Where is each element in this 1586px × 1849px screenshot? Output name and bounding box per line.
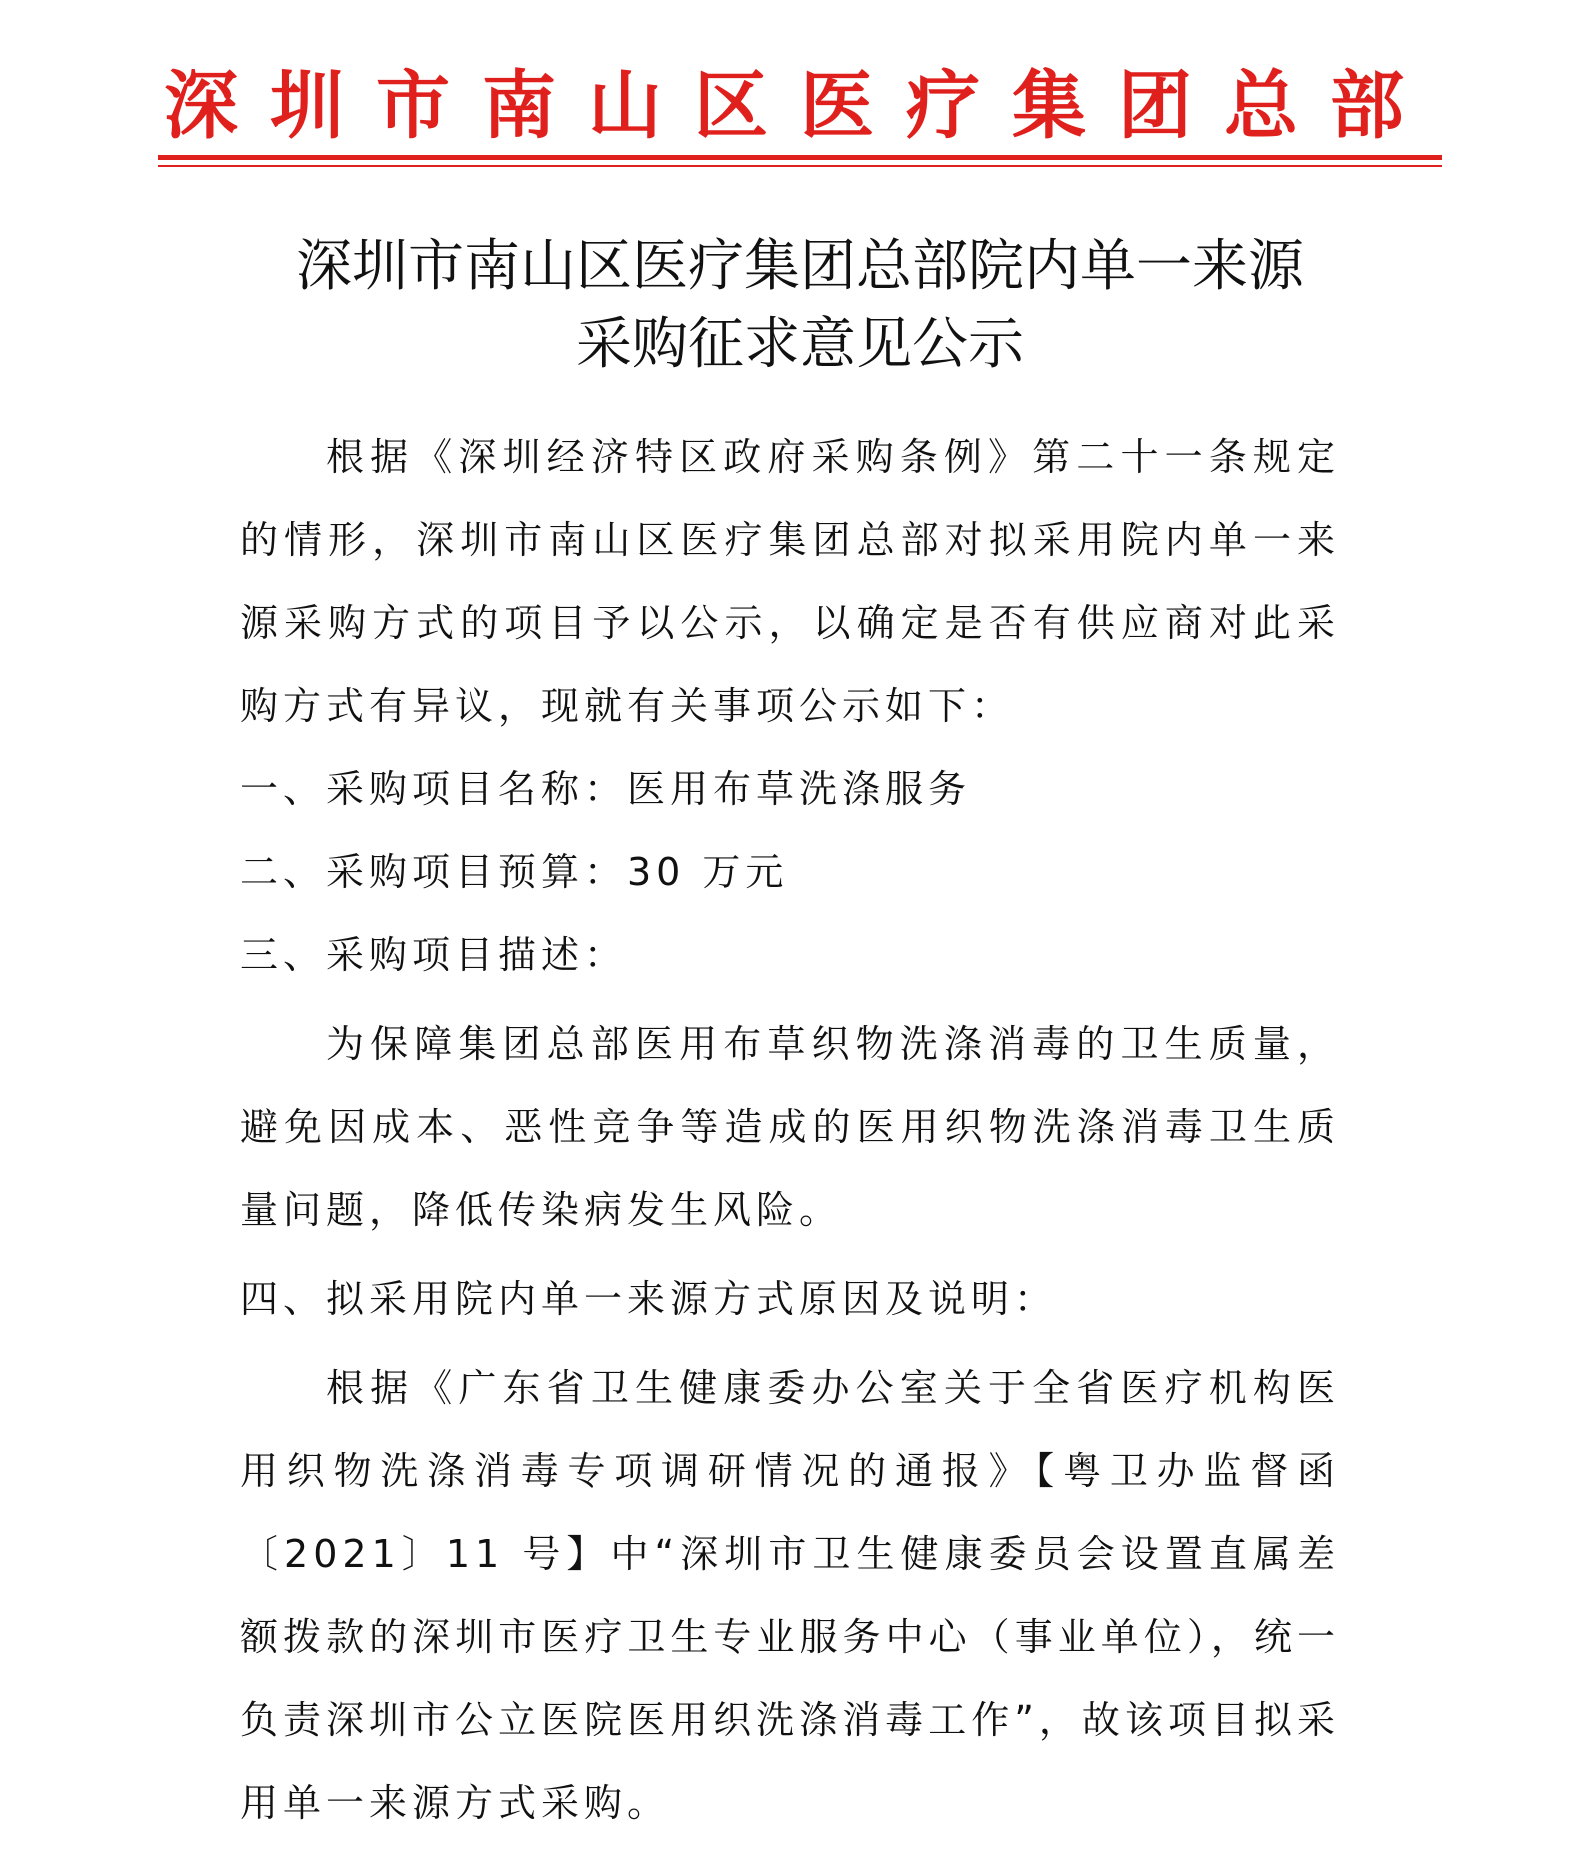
item-4-heading: 四、拟采用院内单一来源方式原因及说明： <box>240 1277 1058 1321</box>
document-title <box>160 228 1440 384</box>
letterhead-red-rule-thin <box>158 165 1442 167</box>
item-2-project-budget: 二、采购项目预算：30 万元 <box>240 850 789 894</box>
document-title-line-2: 采购征求意见公示 <box>576 312 1024 377</box>
item-4-explanation: 根据《广东省卫生健康委办公室关于全省医疗机构医用织物洗涤消毒专项调研情况的通报》【粤卫办监督函〔2021〕11 号】中“深圳市卫生健康委员会设置直属差额拨款的深圳市医疗卫生专业服务中心（事业单位），统一负责深圳市公立医院医用织洗涤消毒工作”，故该项目拟采用单一来源方式采购。 <box>240 1366 1340 1825</box>
intro-paragraph: 根据《深圳经济特区政府采购条例》第二十一条规定的情形，深圳市南山区医疗集团总部对拟采用院内单一来源采购方式的项目予以公示，以确定是否有供应商对此采购方式有异议，现就有关事项公示如下： <box>240 435 1340 728</box>
letterhead-red-rule-thick <box>158 155 1442 160</box>
letterhead-org-name: 深圳市南山区医疗集团总部 <box>164 63 1436 149</box>
item-3-heading: 三、采购项目描述： <box>240 933 628 977</box>
document-title-line-1: 深圳市南山区医疗集团总部院内单一来源 <box>296 234 1304 299</box>
item-3-description: 为保障集团总部医用布草织物洗涤消毒的卫生质量，避免因成本、恶性竞争等造成的医用织物洗涤消毒卫生质量问题，降低传染病发生风险。 <box>240 1022 1340 1232</box>
document-body <box>240 416 1340 1845</box>
item-1-project-name: 一、采购项目名称：医用布草洗涤服务 <box>240 767 972 811</box>
